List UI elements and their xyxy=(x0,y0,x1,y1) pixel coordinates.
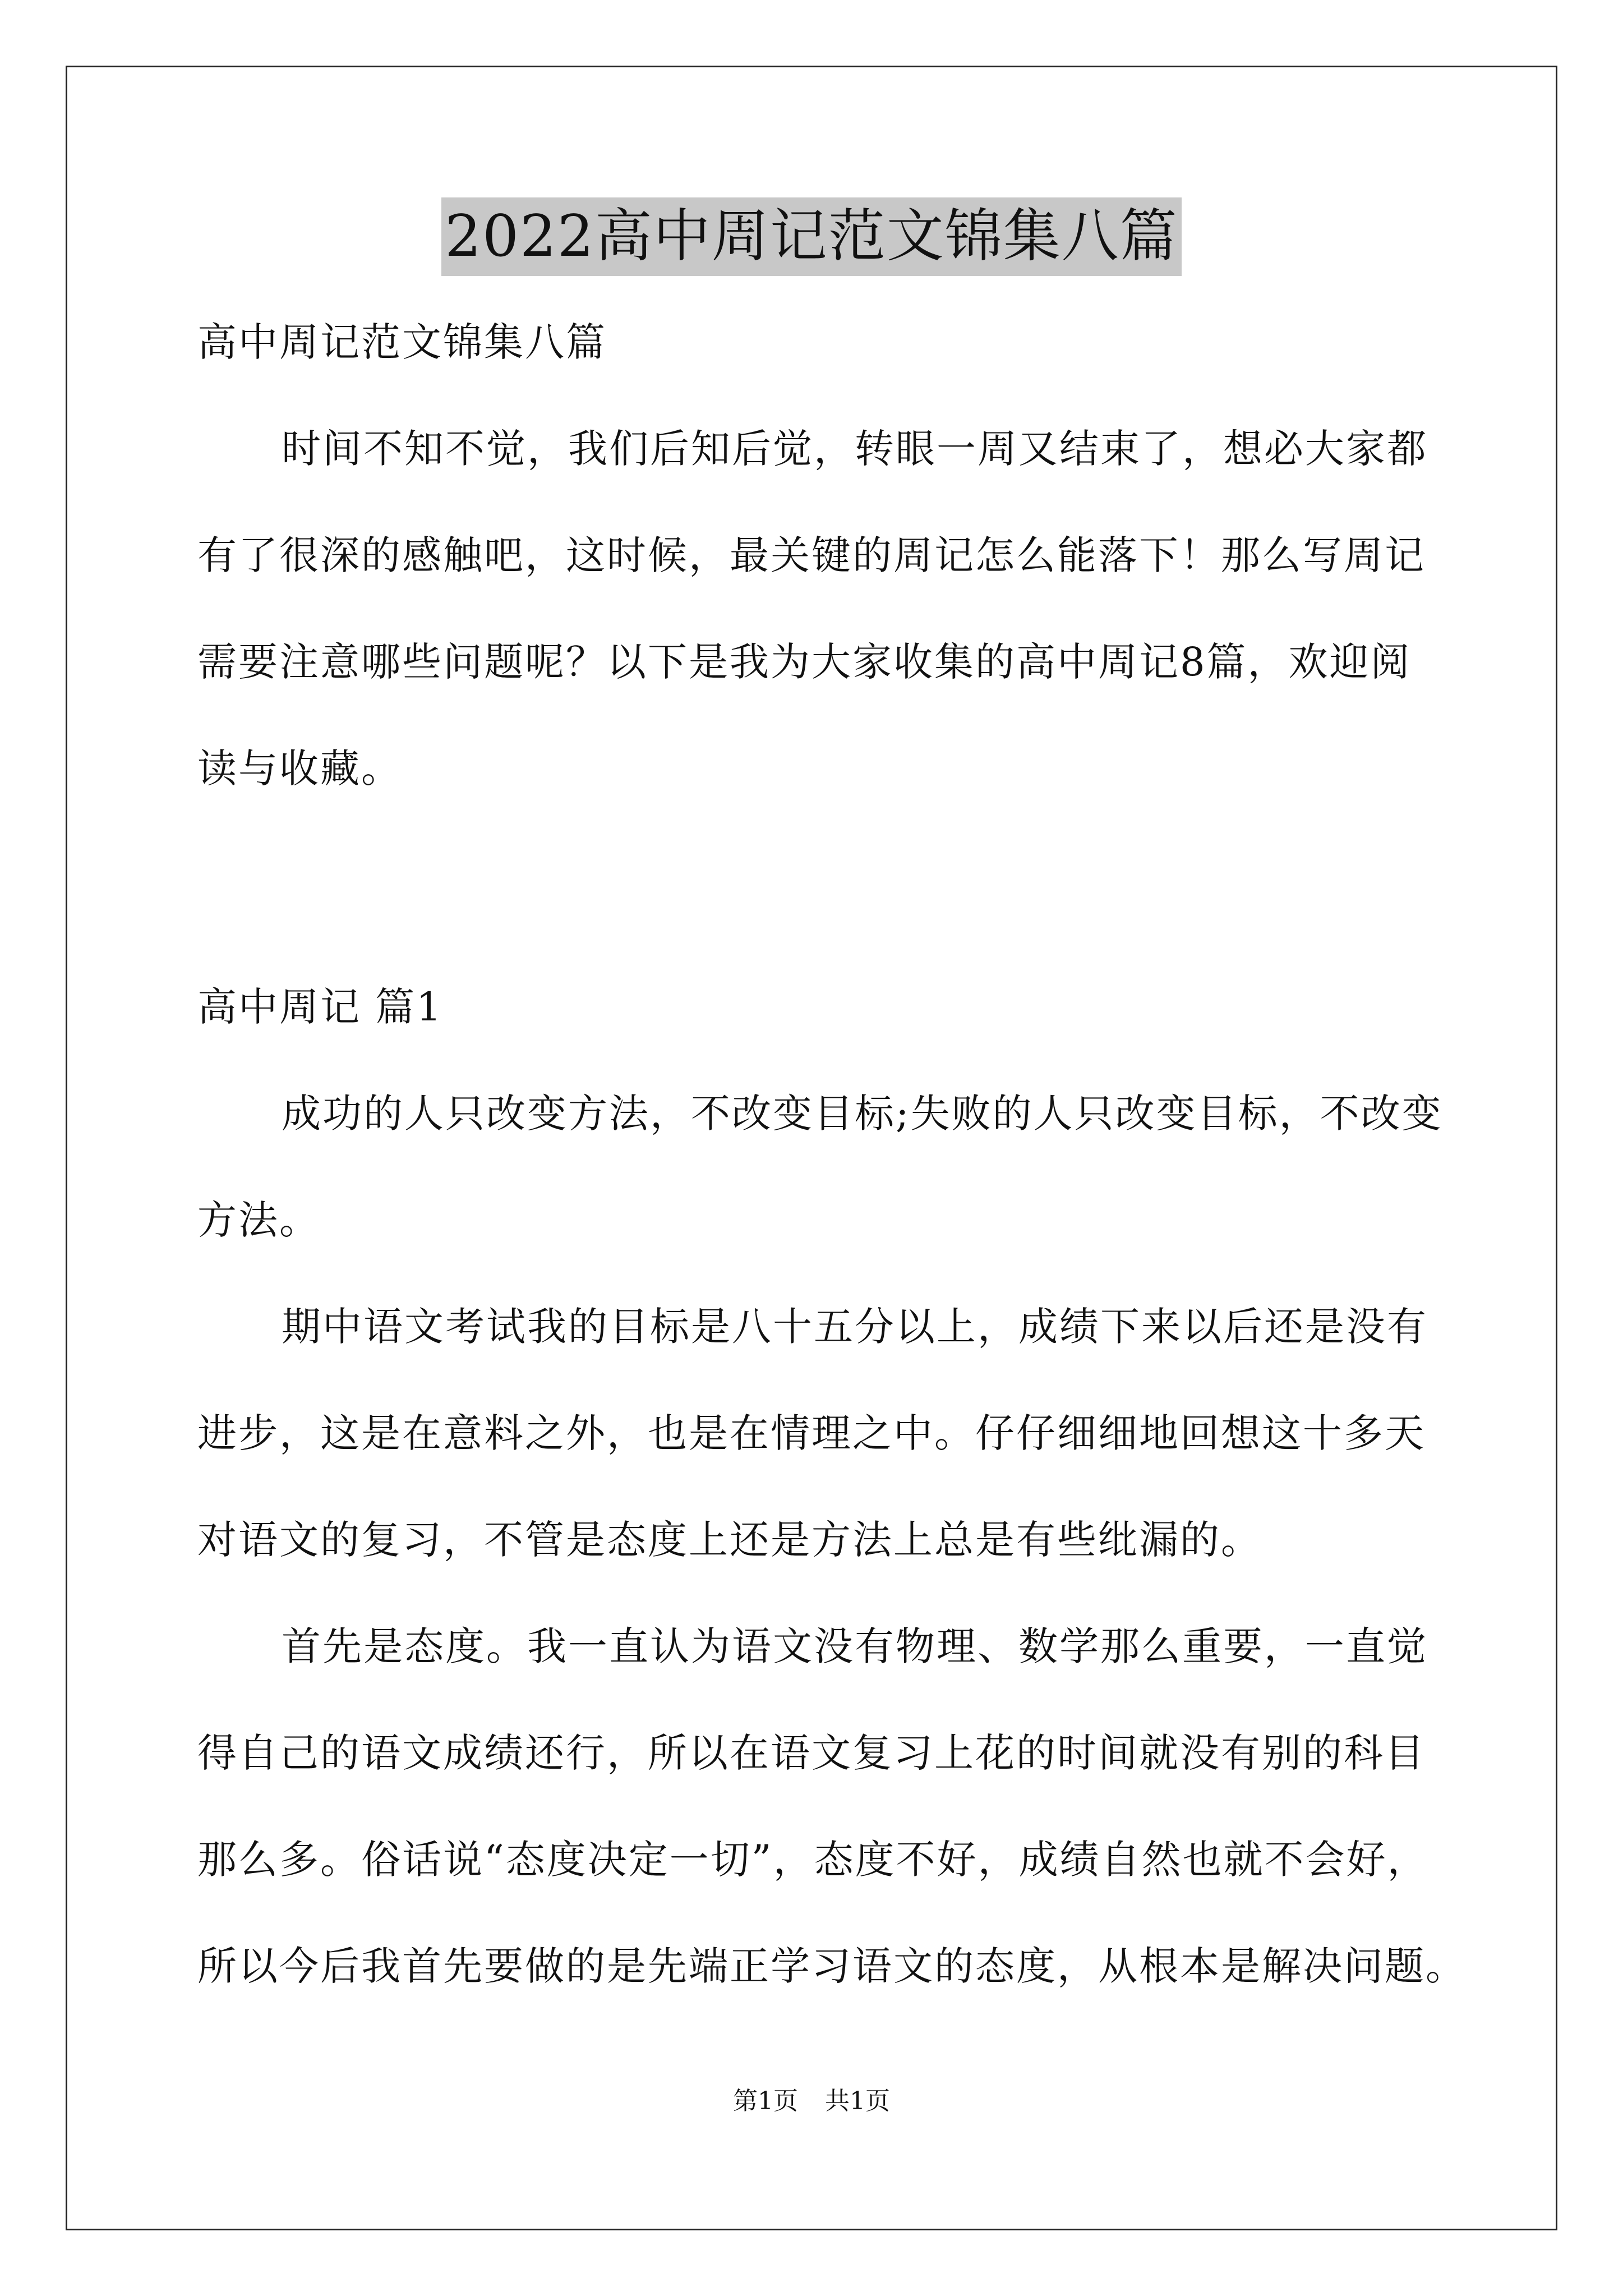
paragraph-line: 对语文的复习，不管是态度上还是方法上总是有些纰漏的。 xyxy=(197,1517,1262,1563)
intro-line-3: 需要注意哪些问题呢？以下是我为大家收集的高中周记8篇，欢迎阅 xyxy=(197,639,1412,685)
page-border xyxy=(66,66,1557,2230)
paragraph-line: 期中语文考试我的目标是八十五分以上，成绩下来以后还是没有 xyxy=(282,1304,1428,1350)
page-footer xyxy=(0,2085,1623,2118)
paragraph-line: 方法。 xyxy=(197,1197,320,1243)
paragraph-line: 进步，这是在意料之外，也是在情理之中。仔仔细细地回想这十多天 xyxy=(197,1410,1426,1456)
section-heading: 高中周记 篇1 xyxy=(197,984,443,1030)
page-number: 第1页 xyxy=(733,2087,798,2115)
paragraph-line: 成功的人只改变方法，不改变目标;失败的人只改变目标，不改变 xyxy=(282,1091,1443,1137)
intro-line-1: 时间不知不觉，我们后知后觉，转眼一周又结束了，想必大家都 xyxy=(282,426,1428,472)
paragraph-line: 所以今后我首先要做的是先端正学习语文的态度，从根本是解决问题。 xyxy=(197,1943,1467,1989)
intro-line-2: 有了很深的感触吧，这时候，最关键的周记怎么能落下！那么写周记 xyxy=(197,532,1426,578)
intro-line-4: 读与收藏。 xyxy=(197,746,402,792)
page-total: 共1页 xyxy=(825,2087,890,2115)
document-title: 2022高中周记范文锦集八篇 xyxy=(441,197,1182,276)
paragraph-line: 得自己的语文成绩还行，所以在语文复习上花的时间就没有别的科目 xyxy=(197,1730,1426,1776)
subtitle-line: 高中周记范文锦集八篇 xyxy=(197,319,607,365)
paragraph-line: 那么多。俗话说“态度决定一切”，态度不好，成绩自然也就不会好， xyxy=(197,1837,1428,1883)
title-container xyxy=(0,197,1623,276)
paragraph-line: 首先是态度。我一直认为语文没有物理、数学那么重要，一直觉 xyxy=(282,1623,1428,1669)
